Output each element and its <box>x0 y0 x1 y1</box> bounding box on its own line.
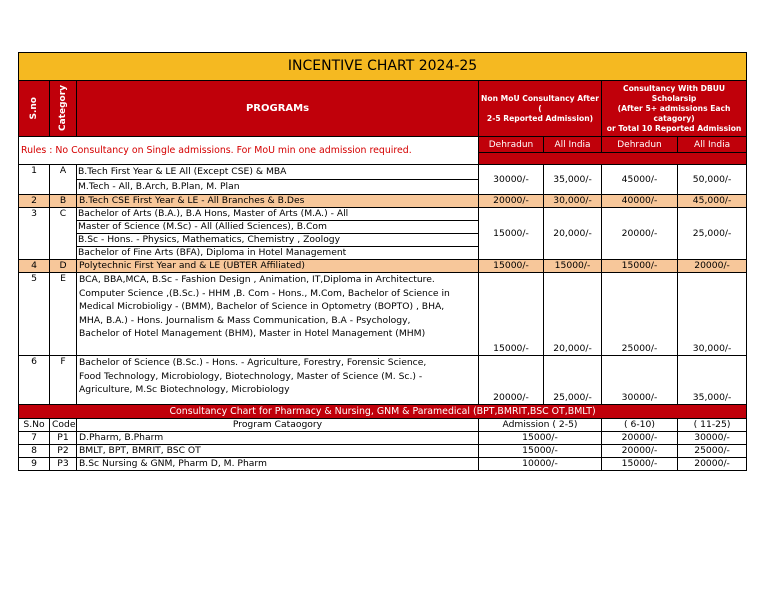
row-category: B <box>50 195 77 208</box>
row-programs: Polytechnic First Year and & LE (UBTER Affiliated) <box>77 260 479 273</box>
table-row <box>19 356 747 405</box>
pharmacy-code-header: Code <box>50 419 77 432</box>
row-programs: Bachelor of Arts (B.A.), B.A Hons, Master of Arts (M.A.) - All Master of Science (M.Sc) - All (Allied Sciences), B.Com B.Sc - Hons. - Physics, Mathematics, Chemistry , Zoology Bachelor of Fine Arts (BFA), Diploma in Hotel Management <box>77 208 479 260</box>
value-2-5: 15000/- <box>479 432 602 445</box>
pharmacy-sno-header: S.No <box>19 419 50 432</box>
row-programs: Bachelor of Science (B.Sc.) - Hons. - Agriculture, Forestry, Forensic Science, Food Technology, Microbiology, Biotechnology, Master of Science (M. Sc.) - Agriculture, M.Sc Biotechnology, Microbiology <box>77 356 479 405</box>
programs-header: PROGRAMs <box>77 81 479 137</box>
pharmacy-6-10-header: ( 6-10) <box>602 419 678 432</box>
value-nonmou-dehradun: 20000/- <box>479 356 544 405</box>
value-dbuu-dehradun: 20000/- <box>602 208 678 260</box>
value-nonmou-allindia: 25,000/- <box>544 356 602 405</box>
row-program: B.Sc Nursing & GNM, Pharm D, M. Pharm <box>77 458 479 471</box>
row-code: P2 <box>50 445 77 458</box>
value-nonmou-allindia: 20,000/- <box>544 273 602 356</box>
row-category: C <box>50 208 77 260</box>
non-mou-header: Non MoU Consultancy After ( 2-5 Reported Admission) <box>479 81 602 137</box>
table-row <box>19 165 747 195</box>
value-dbuu-allindia: 20000/- <box>678 260 747 273</box>
value-dbuu-allindia: 45,000/- <box>678 195 747 208</box>
row-sno: 4 <box>19 260 50 273</box>
incentive-chart-sheet <box>18 52 746 471</box>
value-2-5: 10000/- <box>479 458 602 471</box>
row-programs: B.Tech First Year & LE All (Except CSE) & MBA M.Tech - All, B.Arch, B.Plan, M. Plan <box>77 165 479 195</box>
table-row <box>19 260 747 273</box>
value-11-25: 20000/- <box>678 458 747 471</box>
value-dbuu-allindia: 25,000/- <box>678 208 747 260</box>
subheader-allindia-2: All India <box>678 137 747 153</box>
pharmacy-admission-header: Admission ( 2-5) <box>479 419 602 432</box>
subheader-dehradun-1: Dehradun <box>479 137 544 153</box>
row-category: D <box>50 260 77 273</box>
value-2-5: 15000/- <box>479 445 602 458</box>
table-row <box>19 273 747 356</box>
pharmacy-program-header: Program Cataogory <box>77 419 479 432</box>
value-nonmou-allindia: 20,000/- <box>544 208 602 260</box>
row-category: A <box>50 165 77 195</box>
row-programs: BCA, BBA,MCA, B.Sc - Fashion Design , Animation, IT,Diploma in Architecture. Computer Science ,(B.Sc.) - HHM ,B. Com - Hons., M.Com, Bachelor of Science in Medical Microbioligy - (BMM), Bachelor of Science in Optometry (BOPTO) , BHA, MHA, B.A.) - Hons. Journalism & Mass Communication, B.A - Psychology, Bachelor of Hotel Management (BHM), Master in Hotel Management (MHM) <box>77 273 479 356</box>
row-sno: 6 <box>19 356 50 405</box>
value-dbuu-dehradun: 40000/- <box>602 195 678 208</box>
value-nonmou-dehradun: 15000/- <box>479 208 544 260</box>
row-sno: 5 <box>19 273 50 356</box>
row-category: E <box>50 273 77 356</box>
value-6-10: 20000/- <box>602 432 678 445</box>
value-dbuu-dehradun: 25000/- <box>602 273 678 356</box>
value-dbuu-dehradun: 15000/- <box>602 260 678 273</box>
row-program: D.Pharm, B.Pharm <box>77 432 479 445</box>
row-code: P3 <box>50 458 77 471</box>
row-code: P1 <box>50 432 77 445</box>
row-sno: 1 <box>19 165 50 195</box>
row-sno: 8 <box>19 445 50 458</box>
value-dbuu-allindia: 50,000/- <box>678 165 747 195</box>
value-dbuu-dehradun: 45000/- <box>602 165 678 195</box>
value-nonmou-dehradun: 15000/- <box>479 273 544 356</box>
category-header: Category <box>50 81 77 137</box>
chart-title: INCENTIVE CHART 2024-25 <box>19 53 747 81</box>
red-spacer <box>479 153 747 165</box>
value-11-25: 25000/- <box>678 445 747 458</box>
table-row <box>19 195 747 208</box>
value-nonmou-dehradun: 15000/- <box>479 260 544 273</box>
row-sno: 3 <box>19 208 50 260</box>
pharmacy-11-25-header: ( 11-25) <box>678 419 747 432</box>
row-programs: B.Tech CSE First Year & LE - All Branches & B.Des <box>77 195 479 208</box>
table-row <box>19 445 747 458</box>
row-sno: 9 <box>19 458 50 471</box>
value-11-25: 30000/- <box>678 432 747 445</box>
table-row <box>19 432 747 445</box>
sno-header: S.no <box>19 81 50 137</box>
value-nonmou-allindia: 15000/- <box>544 260 602 273</box>
subheader-allindia-1: All India <box>544 137 602 153</box>
subheader-dehradun-2: Dehradun <box>602 137 678 153</box>
value-6-10: 20000/- <box>602 445 678 458</box>
table-row <box>19 208 747 260</box>
value-dbuu-dehradun: 30000/- <box>602 356 678 405</box>
row-sno: 7 <box>19 432 50 445</box>
pharmacy-band: Consultancy Chart for Pharmacy & Nursing, GNM & Paramedical (BPT,BMRIT,BSC OT,BMLT) <box>19 405 747 419</box>
table-row <box>19 458 747 471</box>
row-category: F <box>50 356 77 405</box>
value-dbuu-allindia: 35,000/- <box>678 356 747 405</box>
value-nonmou-allindia: 35,000/- <box>544 165 602 195</box>
value-nonmou-dehradun: 30000/- <box>479 165 544 195</box>
value-nonmou-allindia: 30,000/- <box>544 195 602 208</box>
row-program: BMLT, BPT, BMRIT, BSC OT <box>77 445 479 458</box>
row-sno: 2 <box>19 195 50 208</box>
incentive-table <box>18 52 747 471</box>
value-6-10: 15000/- <box>602 458 678 471</box>
dbuu-header: Consultancy With DBUU Scholarsip (After 5+ admissions Each catagory) or Total 10 Reported Admission <box>602 81 747 137</box>
value-nonmou-dehradun: 20000/- <box>479 195 544 208</box>
rules-text: Rules : No Consultancy on Single admissions. For MoU min one admission required. <box>19 137 479 165</box>
value-dbuu-allindia: 30,000/- <box>678 273 747 356</box>
